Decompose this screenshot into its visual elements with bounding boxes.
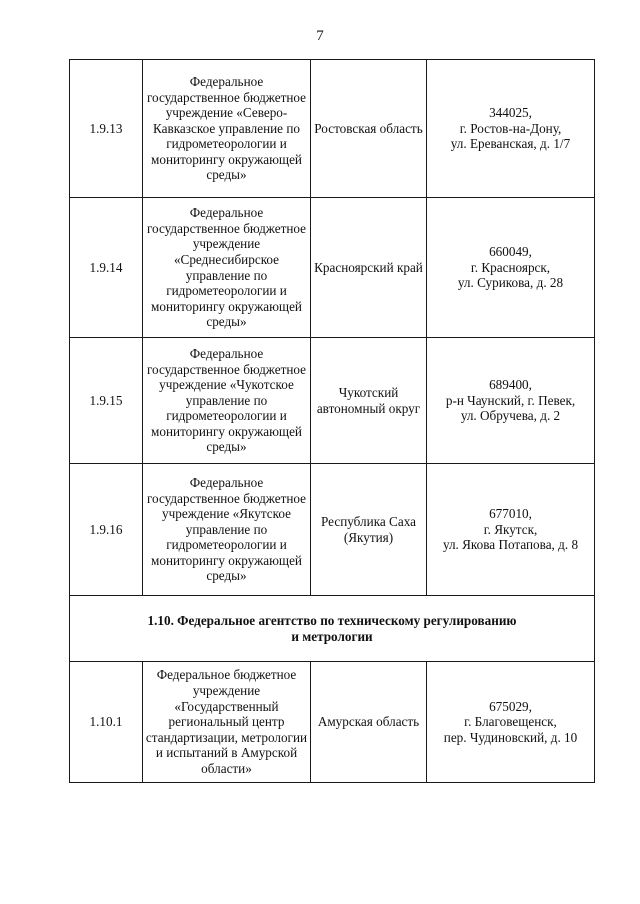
region-name: Ростовская область xyxy=(311,60,427,198)
row-number: 1.9.16 xyxy=(70,464,143,596)
address xyxy=(427,60,595,198)
table-row xyxy=(70,198,595,338)
region-name: Чукотский автономный округ xyxy=(311,338,427,464)
address-line: г. Якутск, xyxy=(483,521,538,537)
address xyxy=(427,464,595,596)
address-line: г. Ростов-на-Дону, xyxy=(459,120,562,136)
section-header-row xyxy=(70,596,595,662)
address-line: ул. Сурикова, д. 28 xyxy=(457,275,564,291)
organization-name: Федеральное государственное бюджетное учреждение «Якутское управление по гидрометеорологии и мониторингу окружающей среды» xyxy=(143,464,311,596)
row-number: 1.9.15 xyxy=(70,338,143,464)
address-line: р-н Чаунский, г. Певек, xyxy=(445,392,576,408)
address-line: ул. Ереванская, д. 1/7 xyxy=(450,136,571,152)
region-name: Амурская область xyxy=(311,662,427,783)
row-number: 1.9.13 xyxy=(70,60,143,198)
address-line: пер. Чудиновский, д. 10 xyxy=(443,729,578,745)
address xyxy=(427,338,595,464)
region-name: Красноярский край xyxy=(311,198,427,338)
address-line: ул. Обручева, д. 2 xyxy=(460,408,561,424)
table-row xyxy=(70,464,595,596)
address-line: г. Благовещенск, xyxy=(464,714,557,730)
address-line: 344025, xyxy=(489,105,532,121)
table-row xyxy=(70,662,595,783)
row-number: 1.10.1 xyxy=(70,662,143,783)
organization-name: Федеральное государственное бюджетное учреждение «Чукотское управление по гидрометеорологии и мониторингу окружающей среды» xyxy=(143,338,311,464)
row-number: 1.9.14 xyxy=(70,198,143,338)
region-name: Республика Саха (Якутия) xyxy=(311,464,427,596)
section-title-line: и метрологии xyxy=(291,628,373,644)
address-line: ул. Якова Потапова, д. 8 xyxy=(442,537,579,553)
section-title-line: 1.10. Федеральное агентство по техническому регулированию xyxy=(147,612,517,628)
address-line: 675029, xyxy=(489,698,532,714)
address xyxy=(427,662,595,783)
organization-name: Федеральное бюджетное учреждение «Государственный региональный центр стандартизации, метрологии и испытаний в Амурской области» xyxy=(143,662,311,783)
section-title xyxy=(70,596,595,662)
page-number: 7 xyxy=(316,28,324,44)
address-line: 677010, xyxy=(489,506,532,522)
table-row xyxy=(70,338,595,464)
organization-name: Федеральное государственное бюджетное учреждение «Северо-Кавказское управление по гидрометеорологии и мониторингу окружающей среды» xyxy=(143,60,311,198)
table-row xyxy=(70,60,595,198)
address-line: 689400, xyxy=(489,377,532,393)
address xyxy=(427,198,595,338)
address-line: г. Красноярск, xyxy=(470,259,551,275)
organization-name: Федеральное государственное бюджетное учреждение «Среднесибирское управление по гидрометеорологии и мониторингу окружающей среды» xyxy=(143,198,311,338)
institutions-table xyxy=(69,59,595,783)
address-line: 660049, xyxy=(489,244,532,260)
